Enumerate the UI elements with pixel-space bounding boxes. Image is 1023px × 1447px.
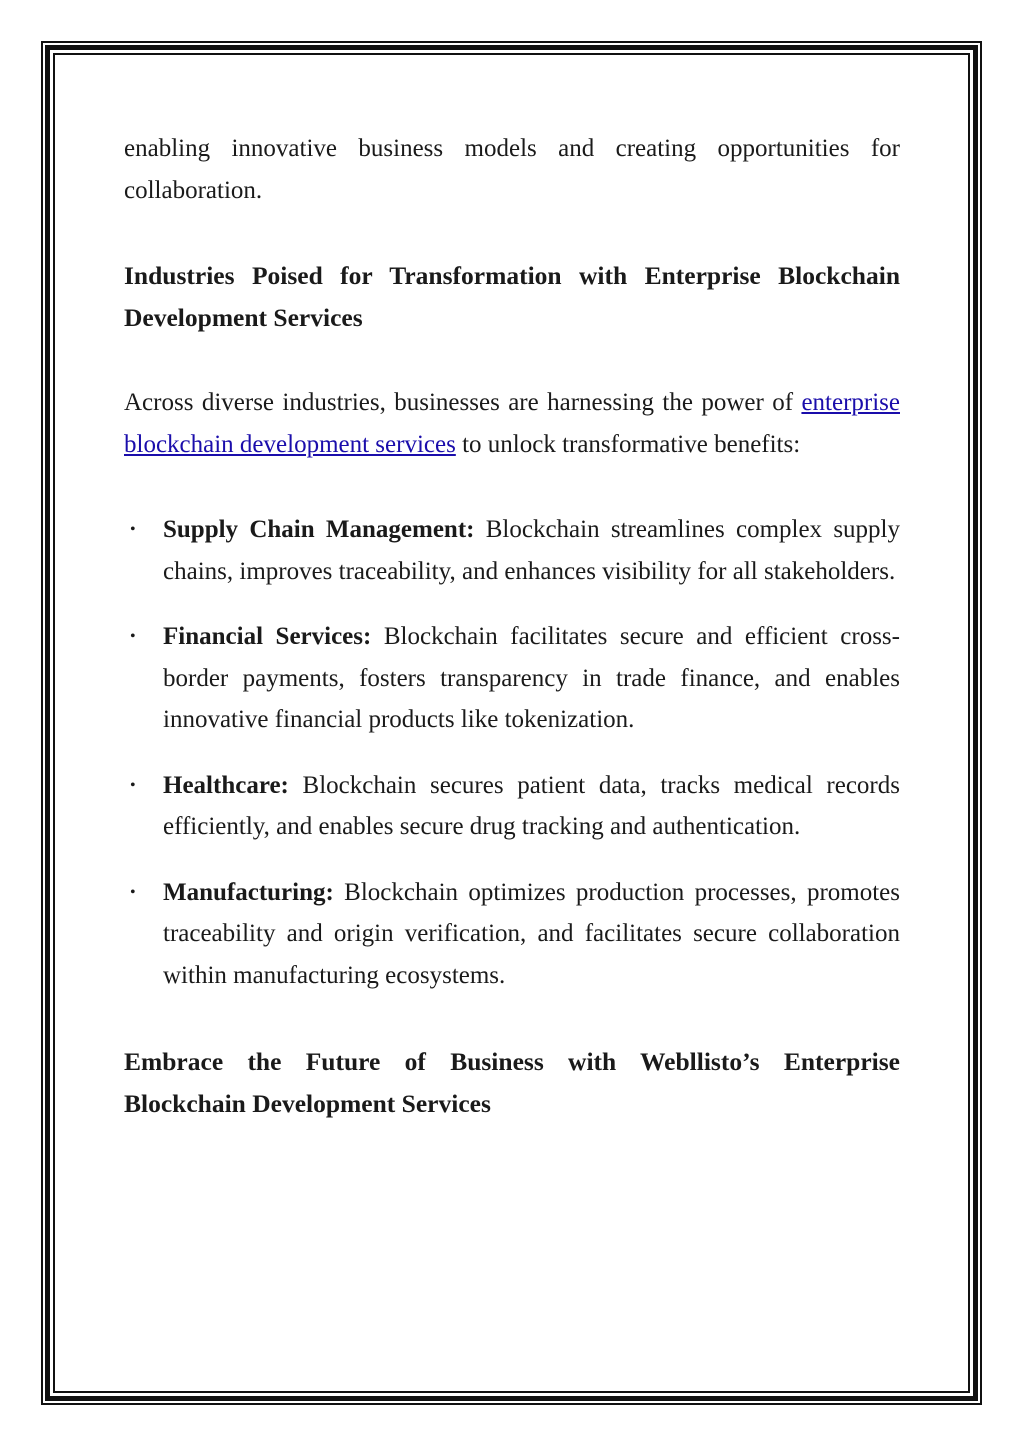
heading-industries: Industries Poised for Transformation with Enterprise Blockchain Development Services: [124, 261, 900, 332]
list-item-text: Blockchain facilitates secure and efficient cross-border payments, fosters transparency in trade finance, and enables innovative financial products like tokenization.: [163, 623, 900, 733]
list-item-text: Blockchain secures patient data, tracks medical records efficiently, and enables secure drug tracking and authentication.: [163, 771, 900, 840]
list-item-healthcare: [124, 765, 900, 848]
intro-paragraph: enabling innovative business models and creating opportunities for collaboration.: [124, 135, 900, 204]
list-item-text: Blockchain optimizes production processes, promotes traceability and origin verification, and facilitates secure collaboration within manufacturing ecosystems.: [163, 878, 900, 989]
heading-embrace: Embrace the Future of Business with Webllisto’s Enterprise Blockchain Development Services: [124, 1047, 900, 1118]
document-body: [124, 128, 900, 1124]
list-item-text: Blockchain streamlines complex supply chains, improves traceability, and enhances visibility for all stakeholders.: [163, 516, 900, 585]
list-item-title: Manufacturing:: [163, 878, 334, 906]
bullet-icon: •: [130, 628, 136, 645]
enterprise-blockchain-link[interactable]: enterprise blockchain development services: [124, 389, 900, 458]
bullet-icon: •: [130, 776, 136, 794]
list-item-financial-services: [124, 616, 900, 741]
bullet-icon: •: [130, 883, 136, 901]
industries-paragraph-suffix: to unlock transformative benefits:: [462, 430, 801, 458]
industries-paragraph: [124, 382, 900, 465]
industry-list: [124, 509, 900, 996]
list-item-title: Supply Chain Management:: [163, 516, 475, 543]
list-item-manufacturing: [124, 872, 900, 997]
list-item-title: Financial Services:: [163, 623, 372, 650]
list-item-title: Healthcare:: [163, 771, 289, 799]
bullet-icon: •: [130, 521, 136, 538]
industries-paragraph-prefix: Across diverse industries, businesses are harnessing the power of: [124, 389, 794, 416]
list-item-supply-chain: [124, 509, 900, 592]
